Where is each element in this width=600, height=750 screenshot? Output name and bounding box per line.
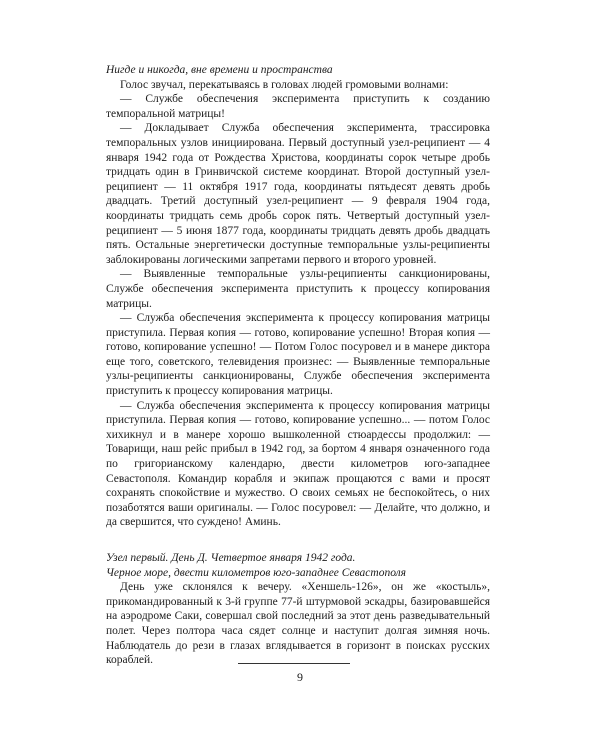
paragraph: — Служба обеспечения эксперимента к процессу копирования матрицы приступила. Первая копия — готово, копирование успешно... — потом Голос хихикнул и в манере хорошо вышколенной стюардессы продолжил: — Товарищи, наш рейс прибыл в 1942 год, за бортом 4 января означенного года по григорианскому календарю, двести километров юго-западнее Севастополя. Командир корабля и экипаж прощаются с вами и просят сохранять спокойствие и мужество. О своих семьях не беспокойтесь, о них позаботятся ваши оригиналы. — Голос посуровел: — Делайте, что должно, и да свершится, что суждено! Аминь. [106, 399, 490, 529]
section-2 [106, 551, 490, 668]
paragraph: — Выявленные темпоральные узлы-реципиенты санкционированы, Службе обеспечения эксперимента приступить к процессу копирования матрицы. [106, 268, 490, 310]
footer-divider [238, 663, 350, 664]
page-number: 9 [297, 670, 303, 684]
paragraph: — Службе обеспечения эксперимента приступить к созданию темпоральной матрицы! [106, 93, 490, 120]
section-1 [106, 63, 490, 530]
paragraph: День уже склонялся к вечеру. «Хеншель-126», он же «костыль», прикомандированный к 3-й группе 77-й штурмовой эскадры, базировавшейся на аэродроме Саки, совершал свой последний за этот день разведывательный полет. Через полтора часа сядет солнце и наступит долгая зимняя ночь. Наблюдатель до рези в глазах вглядывается в горизонт в поисках русских кораблей. [106, 581, 490, 667]
section-2-heading-line-1: Узел первый. День Д. Четвертое января 1942 года. [106, 552, 356, 564]
paragraph: — Служба обеспечения эксперимента к процессу копирования матрицы приступила. Первая копия — готово, копирование успешно! Вторая копия — готово, копирование успешно! — Потом Голос посуровел и в манере диктора еще того, советского, телевидения произнес: — Выявленные темпоральные узлы-реципиенты санкционированы, Службе обеспечения эксперимента приступить к процессу копирования матрицы. [106, 312, 490, 398]
paragraph: — Докладывает Служба обеспечения эксперимента, трассировка темпоральных узлов инициирована. Первый доступный узел-реципиент — 4 января 1942 года от Рождества Христова, координаты сорок четыре дробь тридцать один в Гринвичской системе координат. Второй доступный узел-реципиент — 11 октября 1917 года, координаты пятьдесят девять дробь двадцать. Третий доступный узел-реципиент — 9 февраля 1904 года, координаты тридцать семь дробь сорок пять. Четвертый доступный узел-реципиент — 5 июня 1877 года, координаты тридцать девять дробь двадцать пять. Остальные энергетически доступные темпоральные узлы-реципиенты заблокированы логическими запретами первого и второго уровней. [106, 122, 490, 266]
paragraph: Голос звучал, перекатываясь в головах людей громовыми волнами: [120, 78, 449, 91]
section-1-heading: Нигде и никогда, вне времени и пространства [106, 64, 333, 76]
page-body [106, 63, 490, 668]
section-2-heading-line-2: Черное море, двести километров юго-западнее Севастополя [106, 566, 407, 579]
